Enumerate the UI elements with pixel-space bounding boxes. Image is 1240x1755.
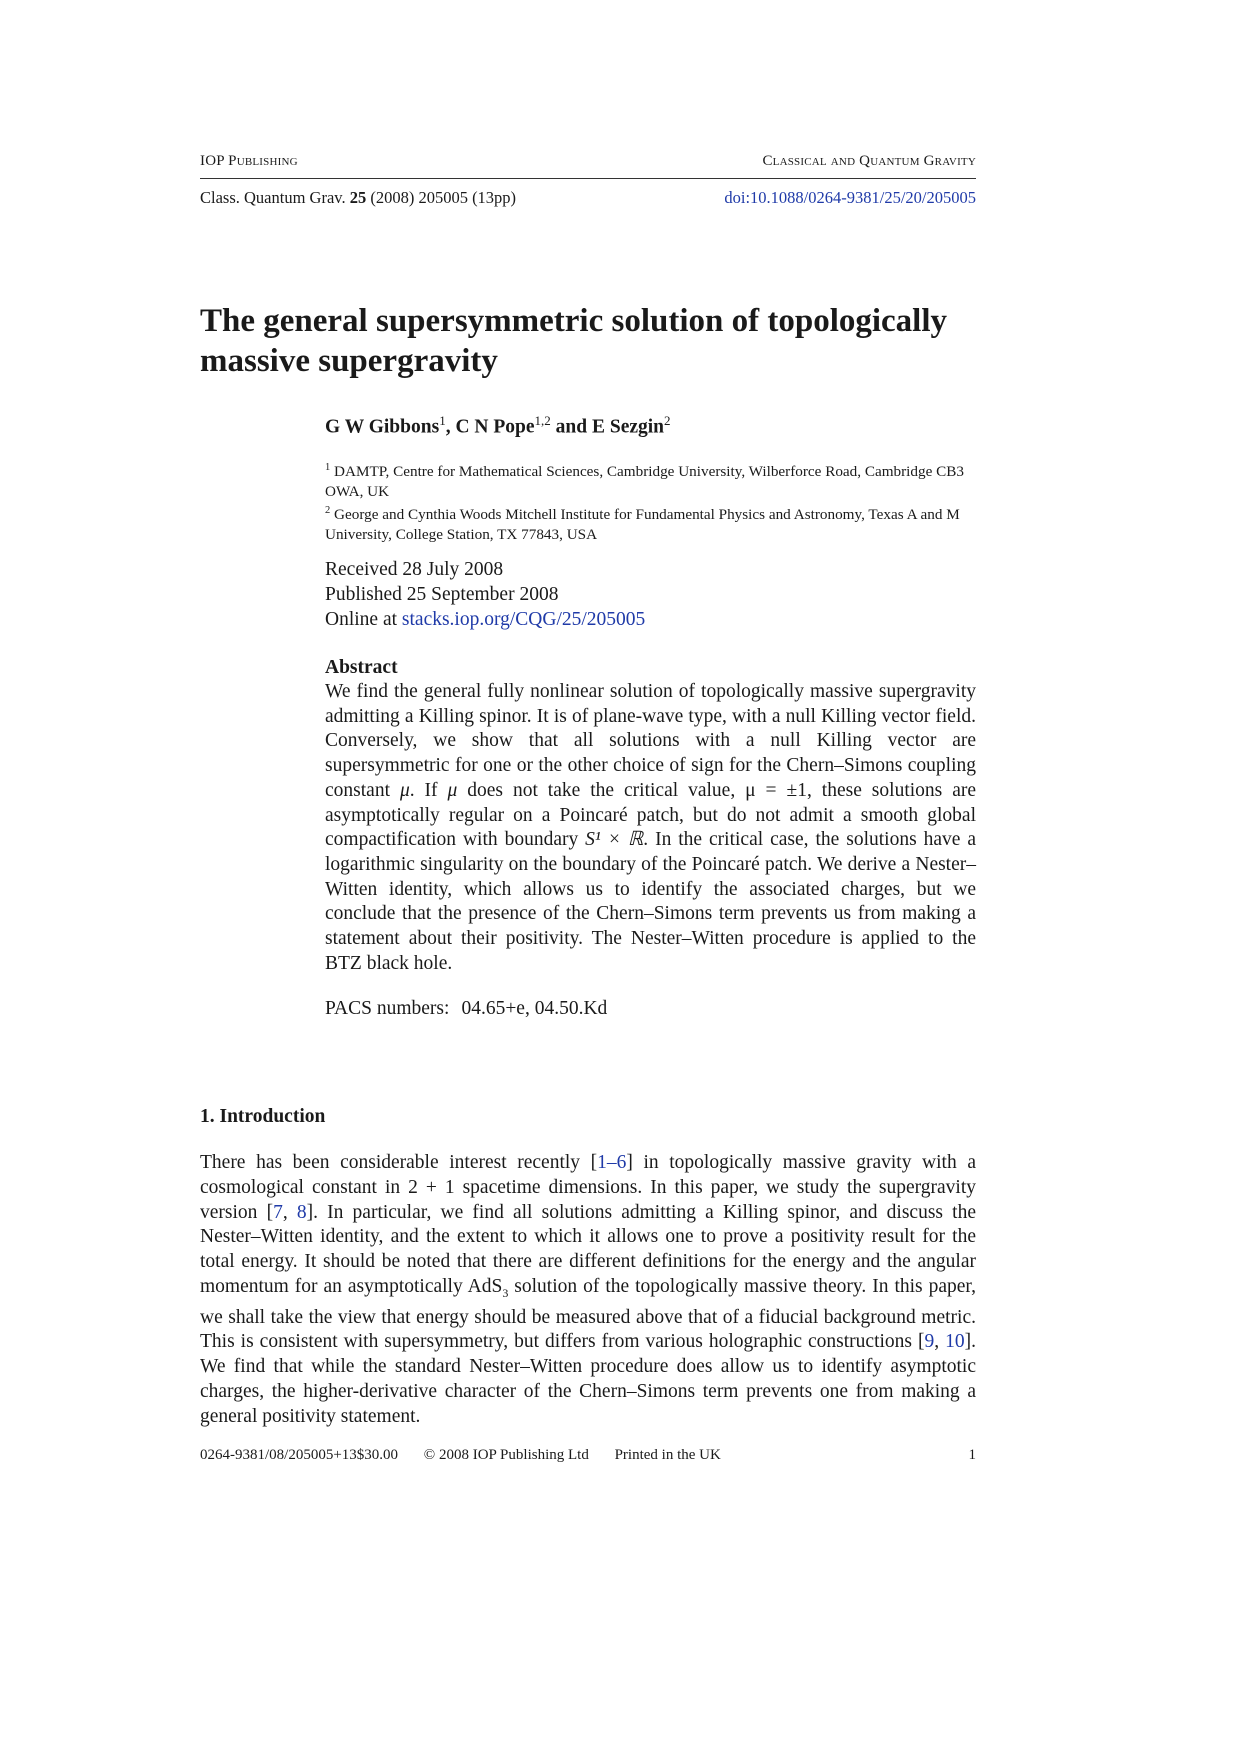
citation-link[interactable]: 8: [296, 1201, 307, 1223]
abstract-text: We find the general fully nonlinear solution of topologically massive supergravity admitting a Killing spinor. It is of plane-wave type, with a null Killing vector field. Conversely, we show that all solutions with a null Killing vector are supersymmetric for one or the other choice of sign for the Chern–Simons coupling constant μ. If μ does not take the critical value, μ = ±1, these solutions are asymptotically regular on a Poincaré patch, but do not admit a smooth global compactification with boundary S¹ × ℝ. In the critical case, the solutions have a logarithmic singularity on the boundary of the Poincaré patch. We derive a Nester–Witten identity, which allows us to identify the associated charges, but we conclude that the presence of the Chern–Simons term prevents us from making a statement about their positivity. The Nester–Witten procedure is applied to the BTZ black hole.: [325, 681, 977, 974]
publication-dates: [325, 557, 645, 632]
author-affiliation-mark: 1,2: [534, 413, 551, 428]
author-affiliation-mark: 1: [439, 413, 446, 428]
pacs-values: 04.65+e, 04.50.Kd: [461, 998, 608, 1019]
pacs-numbers: [325, 998, 607, 1020]
math-mu: μ: [447, 779, 458, 801]
header-divider: [200, 178, 976, 179]
math-critical-value: μ = ±1: [745, 779, 807, 801]
abstract-heading: Abstract: [325, 657, 398, 678]
author-name: G W Gibbons: [325, 416, 440, 438]
author-list: G W Gibbons$^1$, C N Pope$^{1,2}$ and E Sezgin$^2$: [325, 413, 671, 438]
math-boundary: S¹ × ℝ: [585, 829, 644, 851]
math-mu: μ: [399, 779, 410, 801]
received-date: Received 28 July 2008: [325, 559, 504, 580]
citation-link[interactable]: 9: [924, 1331, 935, 1353]
author-name: C N Pope: [455, 416, 535, 438]
printed-note: Printed in the UK: [614, 1447, 721, 1463]
journal-name: Classical and Quantum Gravity: [762, 153, 976, 169]
running-header: [200, 153, 976, 170]
paper-title: The general supersymmetric solution of topologically massive supergravity: [200, 303, 948, 379]
citation: Class. Quantum Grav. 25 (2008) 205005 (13pp): [200, 188, 517, 207]
author-name: E Sezgin: [591, 416, 665, 438]
abstract-section: [325, 655, 976, 976]
citation-link[interactable]: 1–6: [597, 1152, 627, 1173]
online-link[interactable]: stacks.iop.org/CQG/25/205005: [401, 609, 646, 630]
copyright: © 2008 IOP Publishing Ltd: [423, 1447, 589, 1463]
section-heading: 1. Introduction: [200, 1106, 326, 1127]
citation-link[interactable]: 7: [273, 1201, 283, 1223]
introduction-paragraph: There has been considerable interest recently [1–6] in topologically massive gravity with a cosmological constant in 2 + 1 spacetime dimensions. In this paper, we study the supergravity version [7, 8]. In particular, we find all solutions admitting a Killing spinor, and discuss the Nester–Witten identity, and the extent to which it allows one to prove a positivity result for the total energy. It should be noted that there are different definitions for the energy and the angular momentum for an asymptotically AdS$_3$ solution of the topologically massive theory. In this paper, we shall take the view that energy should be measured above that of a fiducial background metric. This is consistent with supersymmetry, but differs from various holographic constructions [9, 10]. We find that while the standard Nester–Witten procedure does allow us to identify asymptotic charges, the higher-derivative character of the Chern–Simons term prevents one from making a general positivity statement.: [200, 1152, 977, 1427]
citation-link[interactable]: 10: [945, 1331, 965, 1353]
citation-row: [200, 188, 976, 208]
page-footer: [200, 1447, 976, 1464]
affiliation-item: $^1$ DAMTP, Centre for Mathematical Sciences, Cambridge University, Wilberforce Road, Cambridge CB3 OWA, UK: [325, 462, 964, 500]
issn-code: 0264-9381/08/205005+13$30.00: [200, 1447, 399, 1463]
online-line: Online at stacks.iop.org/CQG/25/205005: [325, 609, 646, 630]
doi-link[interactable]: doi:10.1088/0264-9381/25/20/205005: [724, 188, 976, 207]
published-date: Published 25 September 2008: [325, 584, 559, 605]
pacs-label: PACS numbers:: [325, 998, 450, 1019]
affiliation-item: $^2$ George and Cynthia Woods Mitchell Institute for Fundamental Physics and Astronomy, Texas A and M University, College Station, TX 77843, USA: [325, 505, 960, 543]
author-affiliation-mark: 2: [664, 413, 671, 428]
publisher-name: IOP Publishing: [200, 153, 298, 169]
affiliations: [325, 458, 985, 544]
volume: 25: [349, 188, 367, 207]
page-number: 1: [968, 1447, 976, 1463]
